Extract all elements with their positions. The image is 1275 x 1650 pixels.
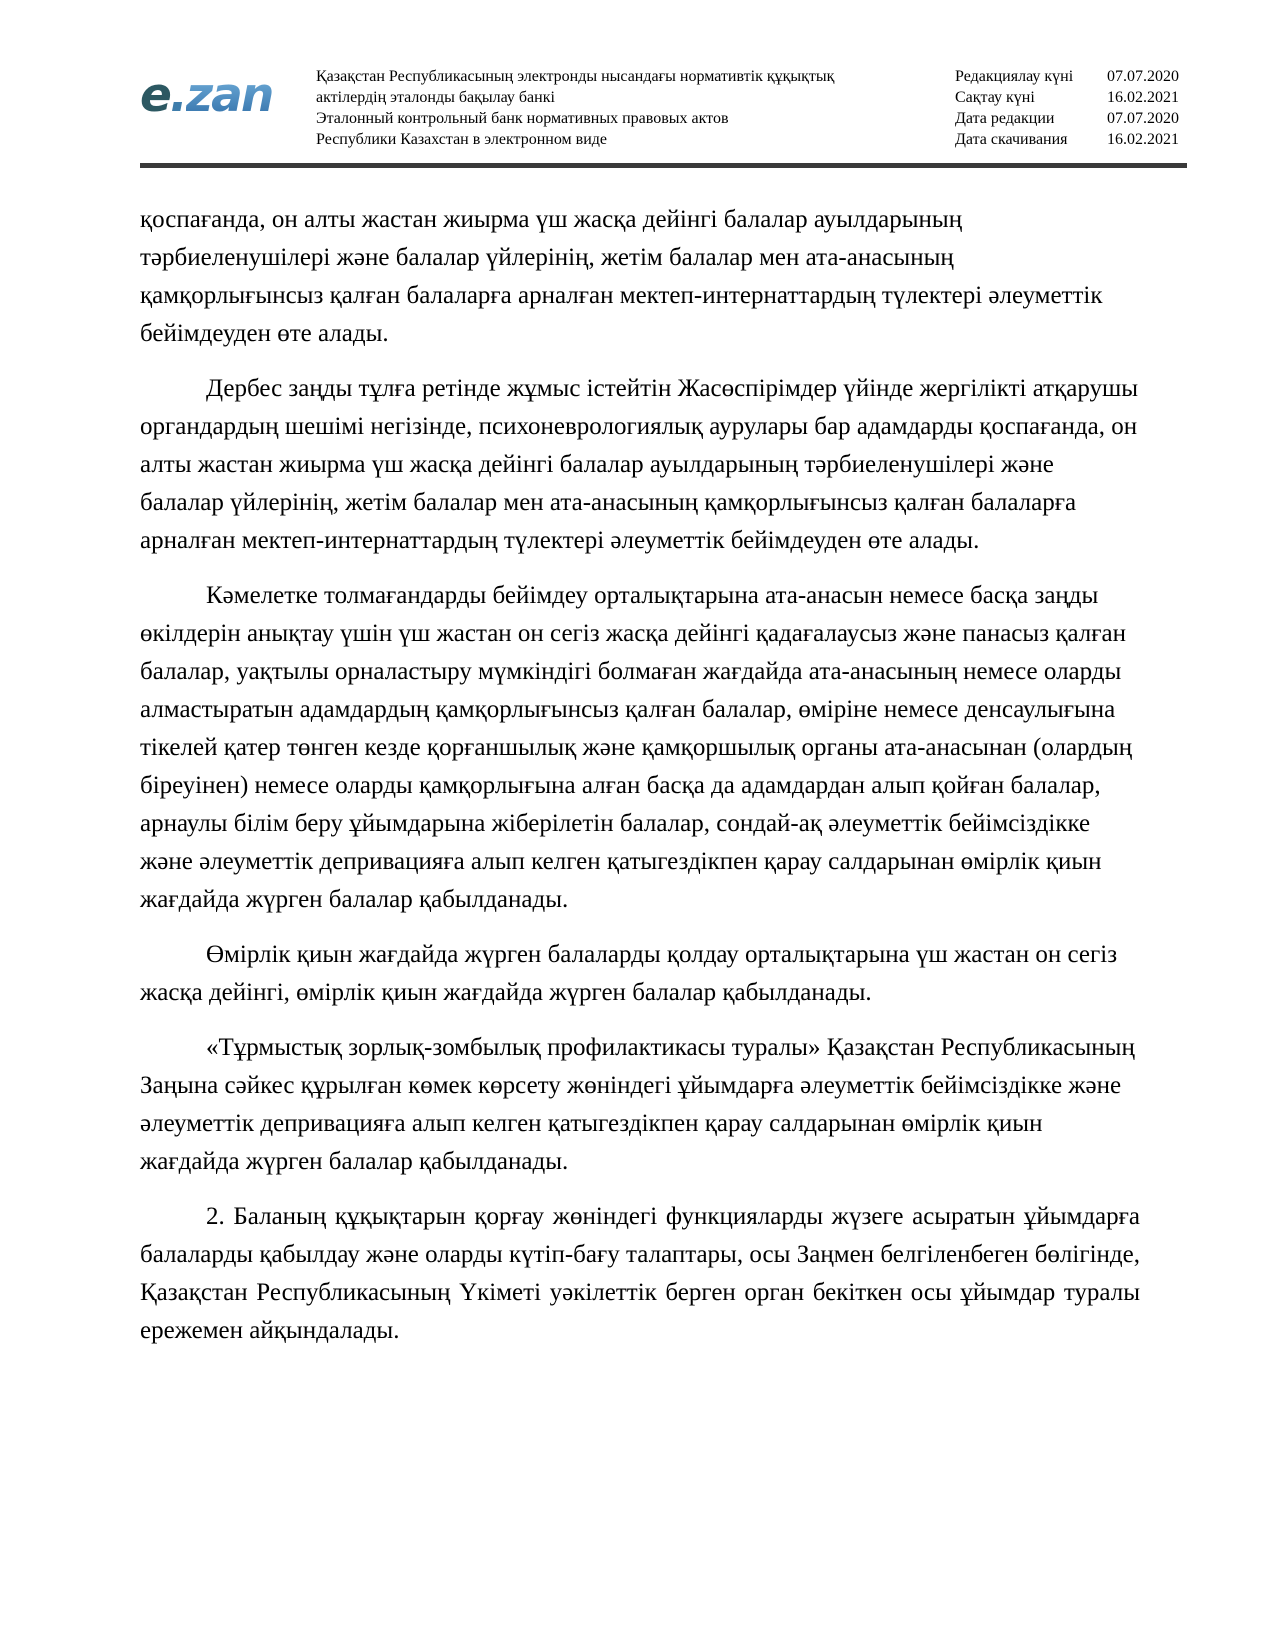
meta-label: Сақтау күні [955,89,1035,106]
paragraph: Дербес заңды тұлға ретінде жұмыс істейтін Жасөспірімдер үйінде жергілікті атқарушы органдардың шешімі негізінде, психоневрологиялық аурулары бар адамдарды қоспағанда, он алты жастан жиырма үш жасқа дейінгі балалар ауылдарының тәрбиеленушілері және балалар үйлерінің, жетім балалар мен ата-анасының қамқорлығынсыз қалған балаларға арналған мектеп-интернаттардың түлектері әлеуметтік бейімдеуден өте алады. [140,375,1139,554]
meta-label: Редакциялау күні [955,68,1074,85]
meta-row-download-date-ru [955,129,1187,150]
logo-text-dot: . [169,68,186,123]
meta-row-edit-date-kk [955,66,1187,87]
meta-row-edit-date-ru [955,108,1187,129]
paragraph: «Тұрмыстық зорлық-зомбылық профилактикасы туралы» Қазақстан Республикасының Заңына сәйкес құрылған көмек көрсету жөніндегі ұйымдарға әлеуметтік бейімсіздікке және әлеуметтік депривацияға алып келген қатыгездікпен қарау салдарынан өмірлік қиын жағдайда жүрген балалар қабылданады. [140,1034,1135,1175]
paragraph: Өмірлік қиын жағдайда жүрген балаларды қолдау орталықтарына үш жастан он сегіз жасқа дейінгі, өмірлік қиын жағдайда жүрген балалар қабылданады. [140,941,1118,1006]
paragraph: Кәмелетке толмағандарды бейімдеу орталықтарына ата-анасын немесе басқа заңды өкілдерін анықтау үшін үш жастан он сегіз жасқа дейінгі қадағалаусыз және панасыз қалған балалар, уақтылы орналастыру мүмкіндігі болмаған жағдайда ата-анасының немесе оларды алмастыратын адамдардың қамқорлығынсыз қалған балалар, өміріне немесе денсаулығына тікелей қатер төнген кезде қорғаншылық және қамқоршылық органы ата-анасынан (олардың біреуінен) немесе оларды қамқорлығына алған басқа да адамдардан алып қойған балалар, арнаулы білім беру ұйымдарына жіберілетін балалар, сондай-ақ әлеуметтік бейімсіздікке және әлеуметтік депривацияға алып келген қатыгездікпен қарау салдарынан өмірлік қиын жағдайда жүрген балалар қабылданады. [140,582,1133,913]
logo-text-e: e [140,68,170,123]
meta-label: Дата скачивания [955,131,1068,148]
meta-row-save-date-kk [955,87,1187,108]
bank-title-line-ru-1: Эталонный контрольный банк нормативных правовых актов [316,110,729,127]
header-divider [140,163,1187,168]
meta-label: Дата редакции [955,110,1055,127]
bank-title-line-ru-2: Республики Казахстан в электронном виде [316,131,608,148]
paragraph: 2. Баланың құқықтарын қорғау жөніндегі функцияларды жүзеге асыратын ұйымдарға балаларды қабылдау және оларды күтіп-бағу талаптары, осы Заңмен белгіленбеген бөлігінде, Қазақстан Республикасының Үкіметі уәкілеттік берген орган бекіткен осы ұйымдар туралы ережемен айқындалады. [140,1203,1140,1344]
meta-value: 16.02.2021 [1107,89,1179,106]
bank-title-line-kk-2: актілердің эталонды бақылау банкі [316,89,555,106]
meta-value: 16.02.2021 [1107,131,1179,148]
document-body [140,201,1140,1350]
document-dates-block [955,62,1187,150]
bank-title-line-kk-1: Қазақстан Республикасының электронды нысандағы нормативтік құқықтық [316,68,835,85]
paragraph: қоспағанда, он алты жастан жиырма үш жасқа дейінгі балалар ауылдарының тәрбиеленушілері және балалар үйлерінің, жетім балалар мен ата-анасының қамқорлығынсыз қалған балаларға арналған мектеп-интернаттардың түлектері әлеуметтік бейімдеуден өте алады. [140,206,1103,347]
logo-text-zan: zan [185,68,273,123]
page-header [140,62,1187,150]
bank-title-block [316,62,868,150]
ezan-logo [140,68,302,123]
meta-value: 07.07.2020 [1107,68,1179,85]
meta-value: 07.07.2020 [1107,110,1179,127]
